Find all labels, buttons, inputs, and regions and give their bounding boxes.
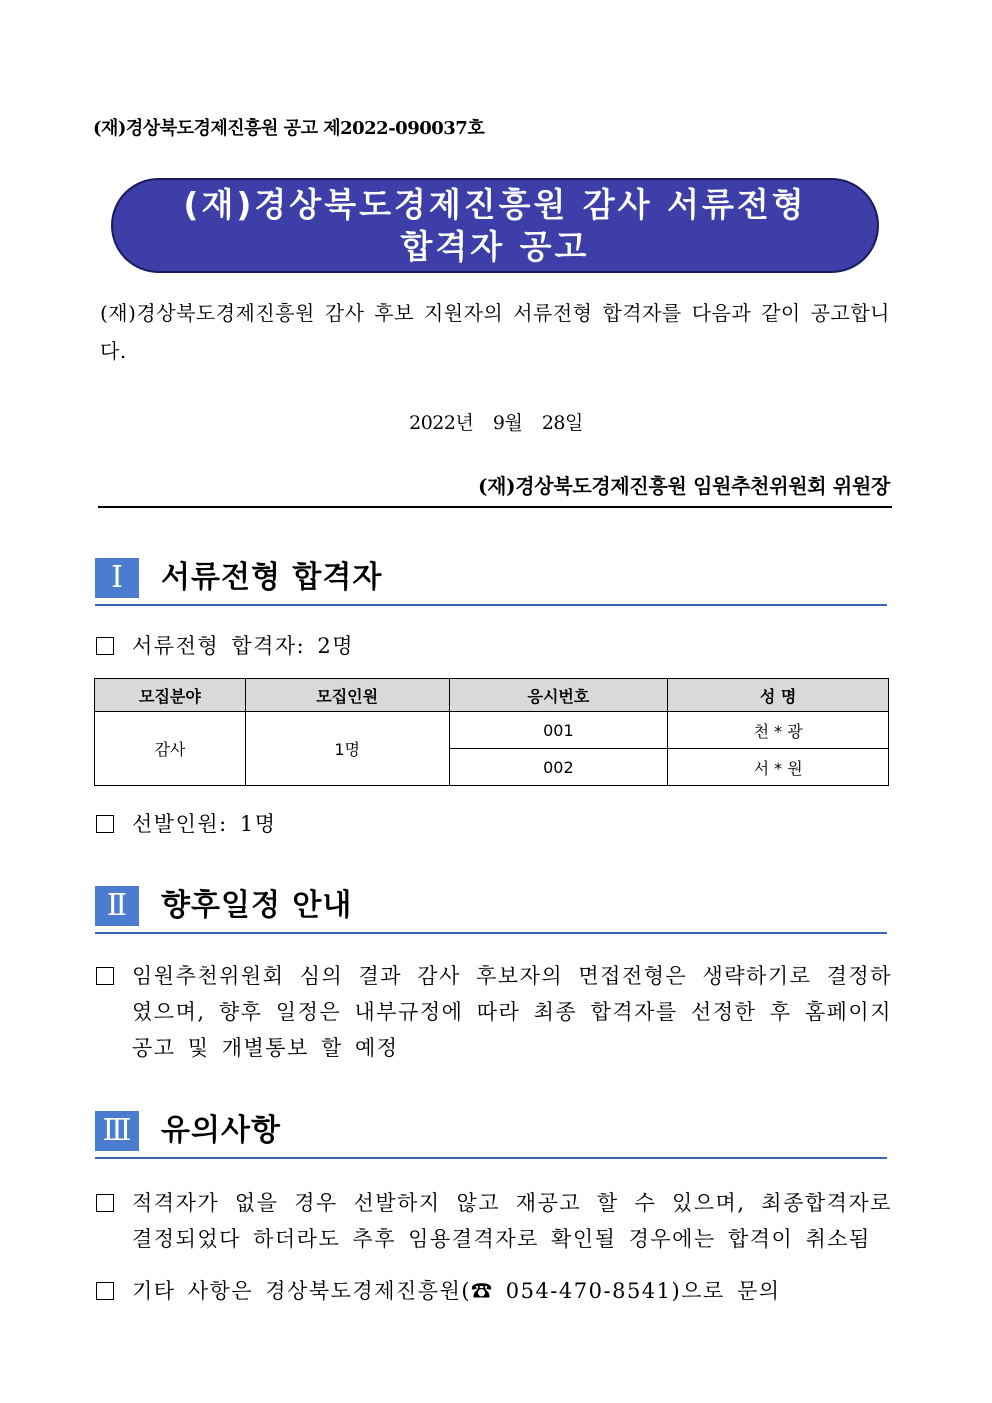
checkbox-icon <box>96 967 114 985</box>
section-2-title: 향후일정 안내 <box>161 888 353 923</box>
section-1-item-2 <box>96 806 892 842</box>
table-header-number: 응시번호 <box>449 679 668 712</box>
table-header-count: 모집인원 <box>245 679 449 712</box>
table-cell-name: 천 * 광 <box>668 712 889 749</box>
section-1-item-2-text: 선발인원: 1명 <box>132 812 277 836</box>
section-2-item-1 <box>96 958 892 1066</box>
title-banner <box>111 178 879 273</box>
section-1-title: 서류전형 합격자 <box>161 560 383 595</box>
table-header-name: 성 명 <box>668 679 889 712</box>
section-1-number: Ⅰ <box>95 558 139 598</box>
section-1-item-1 <box>96 628 892 664</box>
intro-paragraph: (재)경상북도경제진흥원 감사 후보 지원자의 서류전형 합격자를 다음과 같이 공고합니다. <box>100 301 890 363</box>
section-3-title: 유의사항 <box>161 1113 281 1148</box>
checkbox-icon <box>96 1282 114 1300</box>
checkbox-icon <box>96 1194 114 1212</box>
section-2-header <box>95 886 887 934</box>
section-3-item-1-text: 적격자가 없을 경우 선발하지 않고 재공고 할 수 있으며, 최종합격자로 결정되었다 하더라도 추후 임용결격자로 확인될 경우에는 합격이 취소됨 <box>132 1191 892 1251</box>
checkbox-icon <box>96 637 114 655</box>
section-2-number: Ⅱ <box>95 886 139 926</box>
table-cell-number: 001 <box>449 712 668 749</box>
announcement-date: 2022년 9월 28일 <box>409 412 583 434</box>
table-cell-count: 1명 <box>245 712 449 786</box>
title-line-2: 합격자 공고 <box>400 227 590 266</box>
table-cell-number: 002 <box>449 749 668 786</box>
section-3-number: Ⅲ <box>95 1111 139 1151</box>
section-1-item-1-text: 서류전형 합격자: 2명 <box>132 634 355 658</box>
section-3-item-1 <box>96 1185 892 1257</box>
section-1-header <box>95 558 887 606</box>
table-cell-field: 감사 <box>95 712 246 786</box>
title-line-1: (재)경상북도경제진흥원 감사 서류전형 <box>183 185 807 224</box>
checkbox-icon <box>96 815 114 833</box>
table-header-field: 모집분야 <box>95 679 246 712</box>
section-3-item-2 <box>96 1273 892 1309</box>
section-3-header <box>95 1111 887 1159</box>
notice-number: (재)경상북도경제진흥원 공고 제2022-090037호 <box>93 118 485 139</box>
section-2-item-1-text: 임원추천위원회 심의 결과 감사 후보자의 면접전형은 생략하기로 결정하였으며, 향후 일정은 내부규정에 따라 최종 합격자를 선정한 후 홈페이지 공고 및 개별통보 할 예정 <box>132 964 892 1060</box>
signer: (재)경상북도경제진흥원 임원추천위원회 위원장 <box>477 474 890 498</box>
table-cell-name: 서 * 원 <box>668 749 889 786</box>
divider <box>98 506 892 508</box>
applicant-table <box>94 678 889 786</box>
table-header-row <box>95 679 889 712</box>
table-row <box>95 712 889 749</box>
section-3-item-2-text: 기타 사항은 경상북도경제진흥원(☎ 054-470-8541)으로 문의 <box>132 1279 781 1303</box>
